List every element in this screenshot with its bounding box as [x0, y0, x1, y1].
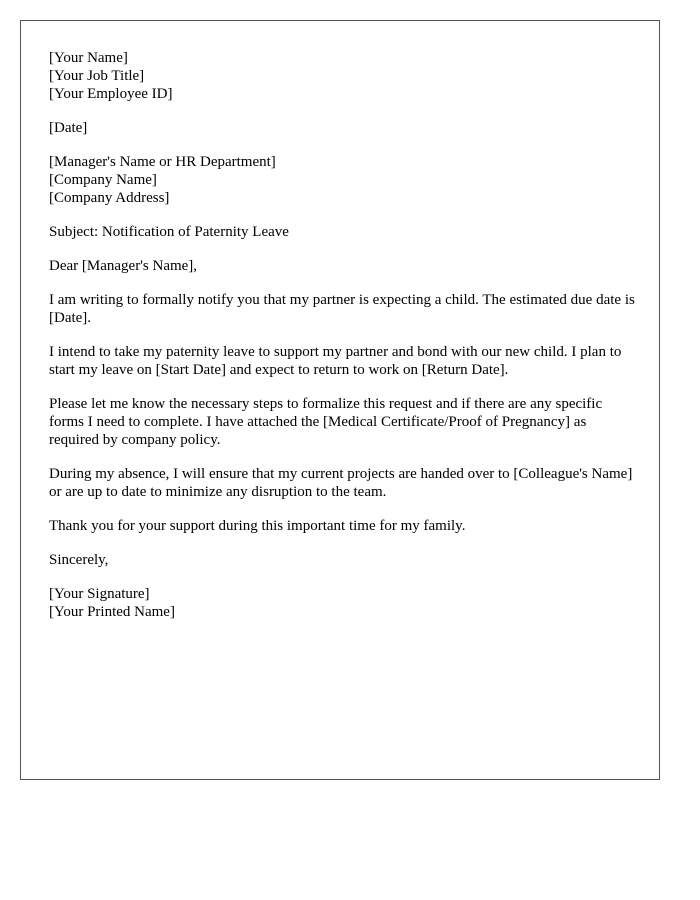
paragraph-due-date: I am writing to formally notify you that my partner is expecting a child. The estimated due date is [Date]. [49, 292, 635, 326]
subject-line: Subject: Notification of Paternity Leave [49, 224, 289, 240]
printed-name: [Your Printed Name] [49, 604, 175, 620]
paragraph-leave-dates: I intend to take my paternity leave to support my partner and bond with our new child. I plan to start my leave on [Start Date] and expect to return to work on [Return Date]. [49, 344, 622, 378]
recipient-name: [Manager's Name or HR Department] [49, 154, 276, 170]
date-block [49, 119, 639, 137]
salutation: Dear [Manager's Name], [49, 258, 198, 274]
sender-employee-id: [Your Employee ID] [49, 86, 173, 102]
recipient-company: [Company Name] [49, 172, 157, 188]
closing: Sincerely, [49, 552, 109, 568]
letter-body [49, 49, 639, 637]
letter-date: [Date] [49, 120, 88, 136]
recipient-address: [Company Address] [49, 190, 170, 206]
signature-line: [Your Signature] [49, 586, 150, 602]
paragraph-handover: During my absence, I will ensure that my current projects are handed over to [Colleague's Name] or are up to date to minimize any disruption to the team. [49, 466, 633, 500]
paragraph-thanks: Thank you for your support during this important time for my family. [49, 518, 466, 534]
recipient-block [49, 153, 639, 207]
sender-block [49, 49, 639, 103]
paragraph-forms-request: Please let me know the necessary steps to formalize this request and if there are any specific forms I need to complete. I have attached the [Medical Certificate/Proof of Pregnancy] as required by company policy. [49, 396, 603, 448]
sender-name: [Your Name] [49, 50, 128, 66]
sender-job-title: [Your Job Title] [49, 68, 145, 84]
signature-block [49, 585, 639, 621]
letter-page [20, 20, 660, 780]
